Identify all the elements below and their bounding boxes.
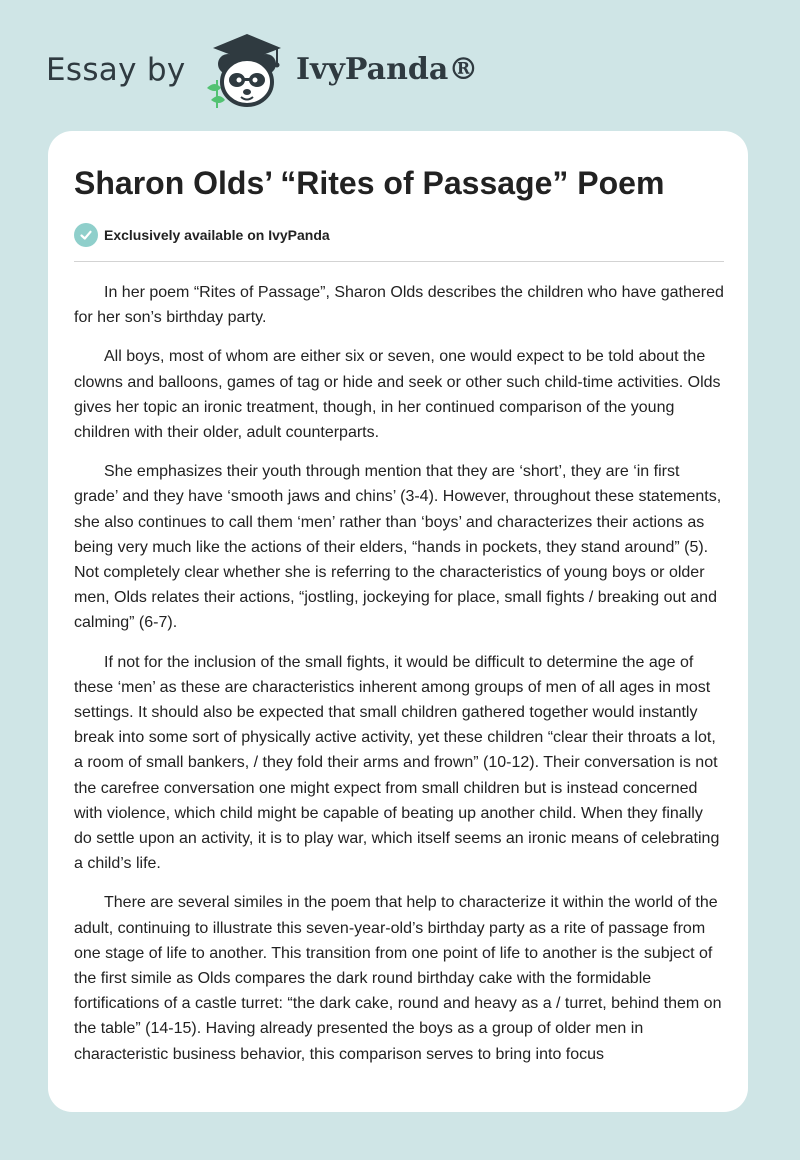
essay-body [74,280,724,1081]
brand-prefix: Essay by [46,52,186,88]
check-icon [74,223,98,247]
paragraph: All boys, most of whom are either six or seven, one would expect to be told about the clowns and balloons, games of tag or hide and seek or other such child-time activities. Olds gives her topic an ironic treatment, though, in her continued comparison of the young children with their older, adult counterparts. [74,348,721,442]
paragraph: If not for the inclusion of the small fights, it would be difficult to determine the age of these ‘men’ as these are characteristics inherent among groups of men of all ages in most settings. It should also be expected that small children gathered together would instantly break into some sort of physically active activity, yet these children “clear their throats a lot, a room of small bankers, / they fold their arms and frown” (10-12). Their conversation is not the carefree conversation one might expect from small children but is instead concerned with violence, which child might be capable of beating up another child. When they finally do settle upon an activity, it is to play war, which itself seems an ironic means of celebrating a child’s life. [74,653,720,873]
brand-name[interactable]: IvyPanda® [296,52,479,87]
essay-card [48,131,748,1112]
site-header [46,30,506,110]
exclusive-badge [74,223,330,247]
panda-logo-icon[interactable] [201,30,293,110]
paragraph: In her poem “Rites of Passage”, Sharon Olds describes the children who have gathered for her son’s birthday party. [74,284,724,327]
paragraph: There are several similes in the poem that help to characterize it within the world of the adult, continuing to illustrate this seven-year-old’s birthday party as a rite of passage from one stage of life to another. This transition from one point of life to another is the subject of the first simile as Olds compares the dark round birthday cake with the formidable fortifications of a castle turret: “the dark cake, round and heavy as a / turret, behind them on the table” (14-15). Having already presented the boys as a group of older men in characteristic business behavior, this comparison serves to bring into focus [74,894,722,1063]
divider [74,261,724,262]
page-title: Sharon Olds’ “Rites of Passage” Poem [74,165,665,201]
badge-text: Exclusively available on IvyPanda [104,227,330,243]
paragraph: She emphasizes their youth through mention that they are ‘short’, they are ‘in first grade’ and they have ‘smooth jaws and chins’ (3-4). However, throughout these statements, she also continues to call them ‘men’ rather than ‘boys’ and characterizes their actions as being very much like the actions of their elders, “hands in pockets, they stand around” (5). Not completely clear whether she is referring to the characteristics of young boys or older men, Olds relates their actions, “jostling, jockeying for place, small fights / breaking out and calming” (6-7). [74,463,722,632]
